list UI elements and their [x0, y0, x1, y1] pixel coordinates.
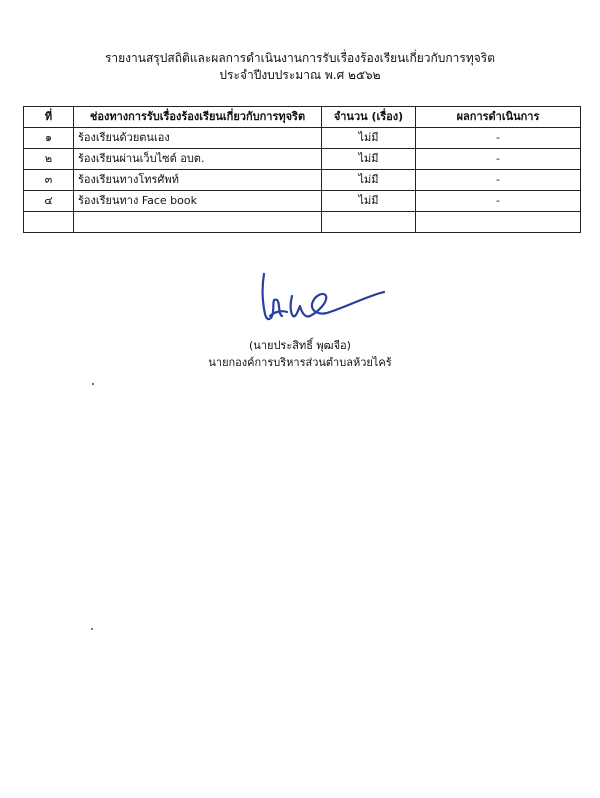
row-count: ไม่มี: [322, 191, 416, 212]
table-row: [24, 128, 581, 149]
handwritten-signature: [232, 266, 387, 336]
table-row: [24, 191, 581, 212]
row-count: ไม่มี: [322, 170, 416, 191]
scan-speck: [91, 628, 93, 630]
table-row: [24, 170, 581, 191]
row-result: -: [416, 170, 581, 191]
row-no: ๔: [24, 191, 74, 212]
row-count: ไม่มี: [322, 128, 416, 149]
signer-position: นายกองค์การบริหารส่วนตำบลห้วยไคร้: [208, 356, 392, 369]
row-channel: ร้องเรียนทางโทรศัพท์: [74, 170, 322, 191]
scan-speck: [92, 383, 94, 385]
row-no: ๒: [24, 149, 74, 170]
row-result: -: [416, 149, 581, 170]
header-count: จำนวน (เรื่อง): [322, 107, 416, 128]
table-row: [24, 149, 581, 170]
header-no: ที่: [24, 107, 74, 128]
row-result: [416, 212, 581, 233]
row-channel: [74, 212, 322, 233]
signature-stroke: [263, 274, 384, 319]
complaint-statistics-table: [23, 106, 581, 233]
row-count: ไม่มี: [322, 149, 416, 170]
row-count: [322, 212, 416, 233]
row-no: ๓: [24, 170, 74, 191]
row-result: -: [416, 191, 581, 212]
document-title-line2: ประจำปีงบประมาณ พ.ศ ๒๕๖๒: [219, 68, 381, 82]
row-no: [24, 212, 74, 233]
row-channel: ร้องเรียนผ่านเว็บไซต์ อบต.: [74, 149, 322, 170]
table-header-row: [24, 107, 581, 128]
document-title-line1: รายงานสรุปสถิติและผลการดำเนินงานการรับเรื่องร้องเรียนเกี่ยวกับการทุจริต: [104, 51, 496, 65]
table-row-empty: [24, 212, 581, 233]
row-channel: ร้องเรียนด้วยตนเอง: [74, 128, 322, 149]
header-channel: ช่องทางการรับเรื่องร้องเรียนเกี่ยวกับการทุจริต: [74, 107, 322, 128]
signer-name: (นายประสิทธิ์ พุฒจีอ): [249, 339, 351, 352]
row-no: ๑: [24, 128, 74, 149]
row-channel: ร้องเรียนทาง Face book: [74, 191, 322, 212]
row-result: -: [416, 128, 581, 149]
header-result: ผลการดำเนินการ: [416, 107, 581, 128]
